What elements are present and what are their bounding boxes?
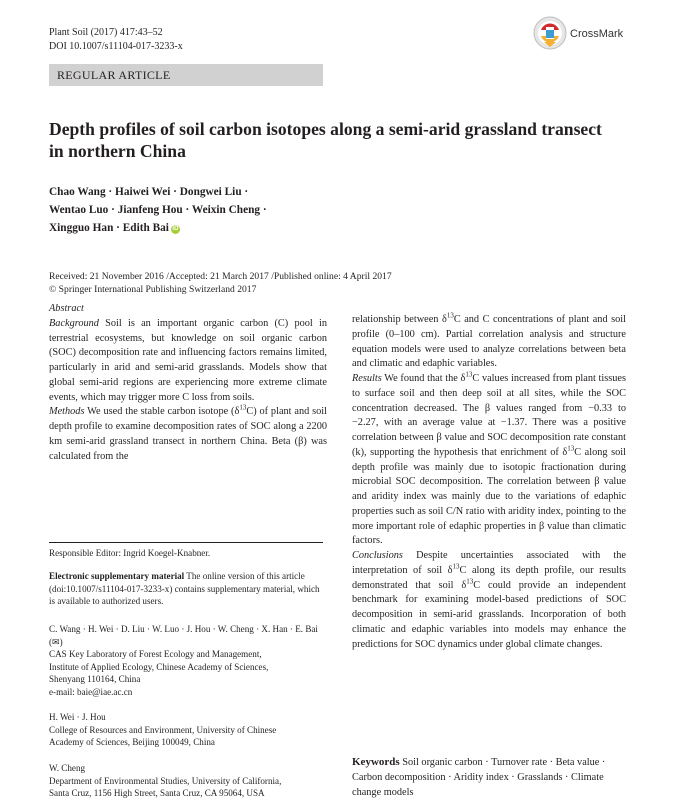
esm-text: The online version of this article (doi:10.1007/s11104-017-3233-x) contains supplementary material, which is available to authorized users. <box>49 571 320 606</box>
methods-continued: relationship between $\delta^{13}C$ and C concentrations of plant and soil profile (0–100 cm). Partial correlation analysis and structure equation models were used to analyze correlations between beta and climatic and edaphic variables. <box>352 311 626 370</box>
publication-dates <box>49 271 392 296</box>
abstract-column-left <box>49 302 327 464</box>
author-line: Wentao Luo · Jianfeng Hou · Weixin Cheng · <box>49 204 267 216</box>
author-line: Chao Wang · Haiwei Wei · Dongwei Liu · <box>49 186 249 198</box>
affiliation-2 <box>49 711 327 749</box>
abstract-background <box>49 317 327 406</box>
affiliation-line: Academy of Sciences, Beijing 100049, China <box>49 737 215 747</box>
author-line-text: Xingguo Han · Edith Bai <box>49 222 169 234</box>
affiliation-line: Shenyang 110164, China <box>49 674 141 684</box>
methods-label: Methods <box>49 406 85 418</box>
article-type: REGULAR ARTICLE <box>57 68 171 82</box>
responsible-editor: Responsible Editor: Ingrid Koegel-Knabner. <box>49 548 211 558</box>
esm-note <box>49 570 327 608</box>
conclusions-label: Conclusions <box>352 550 403 561</box>
author-list <box>49 183 449 237</box>
background-label: Background <box>49 317 99 329</box>
dates-line: Received: 21 November 2016 /Accepted: 21 March 2017 /Published online: 4 April 2017 <box>49 271 392 282</box>
doi: DOI 10.1007/s11104-017-3233-x <box>49 41 183 52</box>
affiliation-names: C. Wang · H. Wei · D. Liu · W. Luo · J. Hou · W. Cheng · X. Han · E. Bai (✉) <box>49 624 318 647</box>
crossmark-label: CrossMark <box>570 28 624 40</box>
results-text: We found that the $\delta^{13}C$ values increased from plant tissues to surface soil and then deep soil at all sites, while the SOC concentration decreased. The β values ranged from −0.33 to −2.27, with an average value at −1.37. There was a positive correlation between β value and SOC decomposition rate constant (k), supporting the hypothesis that enrichment of $\delta^{13}C$ along soil depth profile was mainly due to isotopic fractionation during microbial SOC decomposition. The correlation between β value and aridity index was mainly due to the variations of edaphic properties such as soil C/N ratio with aridity index, pointing to the more important role of edaphic properties in β value than climatic factors. <box>352 370 626 547</box>
article-type-banner <box>49 64 323 86</box>
crossmark-badge[interactable] <box>533 16 629 54</box>
results-label: Results <box>352 373 382 384</box>
affiliation-line: Santa Cruz, 1156 High Street, Santa Cruz, CA 95064, USA <box>49 788 265 798</box>
affiliation-line: College of Resources and Environment, University of Chinese <box>49 724 277 735</box>
author-line <box>49 219 449 237</box>
affiliation-line: Department of Environmental Studies, University of California, <box>49 775 282 786</box>
abstract-methods <box>49 405 327 464</box>
keywords-label: Keywords <box>352 756 400 768</box>
affiliation-names: W. Cheng <box>49 763 86 773</box>
journal-citation: Plant Soil (2017) 417:43–52 <box>49 27 163 38</box>
abstract-results <box>352 372 626 549</box>
abstract-heading: Abstract <box>49 303 84 314</box>
abstract-conclusions <box>352 549 626 652</box>
affiliation-line: CAS Key Laboratory of Forest Ecology and Management, <box>49 649 262 659</box>
keywords <box>352 755 626 800</box>
copyright-line: © Springer International Publishing Switzerland 2017 <box>49 283 257 295</box>
affiliation-line: Institute of Applied Ecology, Chinese Academy of Sciences, <box>49 661 269 672</box>
article-title: Depth profiles of soil carbon isotopes along a semi-arid grassland transect in northern China <box>49 119 602 161</box>
affiliation-3 <box>49 762 327 800</box>
esm-label: Electronic supplementary material <box>49 571 185 581</box>
abstract-column-right <box>352 313 626 652</box>
affiliation-names: H. Wei · J. Hou <box>49 712 106 722</box>
orcid-icon[interactable]: iD <box>172 226 179 232</box>
affiliation-email[interactable]: e-mail: baie@iae.ac.cn <box>49 686 133 697</box>
conclusions-text: Despite uncertainties associated with the interpretation of soil $\delta^{13}C$ along its depth profile, our results demonstrated that soil $\delta^{13}C$ could provide an independent benchmark for examining model-based predictions of SOC decomposition in semi-arid grasslands. Incorporation of both climatic and edaphic variables into models may enhance the predictions for SOC dynamics under global climate changes. <box>352 550 626 650</box>
affiliation-1 <box>49 623 327 698</box>
keywords-text: Soil organic carbon · Turnover rate · Beta value · Carbon decomposition · Aridity index · Grasslands · Climate change models <box>352 757 606 798</box>
footnote-divider <box>49 542 323 543</box>
background-text: Soil is an important organic carbon (C) pool in terrestrial ecosystems, but knowledge on soil organic carbon (SOC) decomposition rate and influencing factors remains limited, particularly in arid and semi-arid grasslands. Models show that global semi-arid regions are experiencing more extreme climate events, which may trigger more C loss from soils. <box>49 317 327 403</box>
crossmark-icon <box>533 16 567 50</box>
methods-text: We used the stable carbon isotope $(\delta^{13}C)$ of plant and soil depth profile to examine decomposition rates of SOC along a 2200 km semi-arid grassland transect in northern China. Beta (β) was calculated from the <box>49 403 327 462</box>
